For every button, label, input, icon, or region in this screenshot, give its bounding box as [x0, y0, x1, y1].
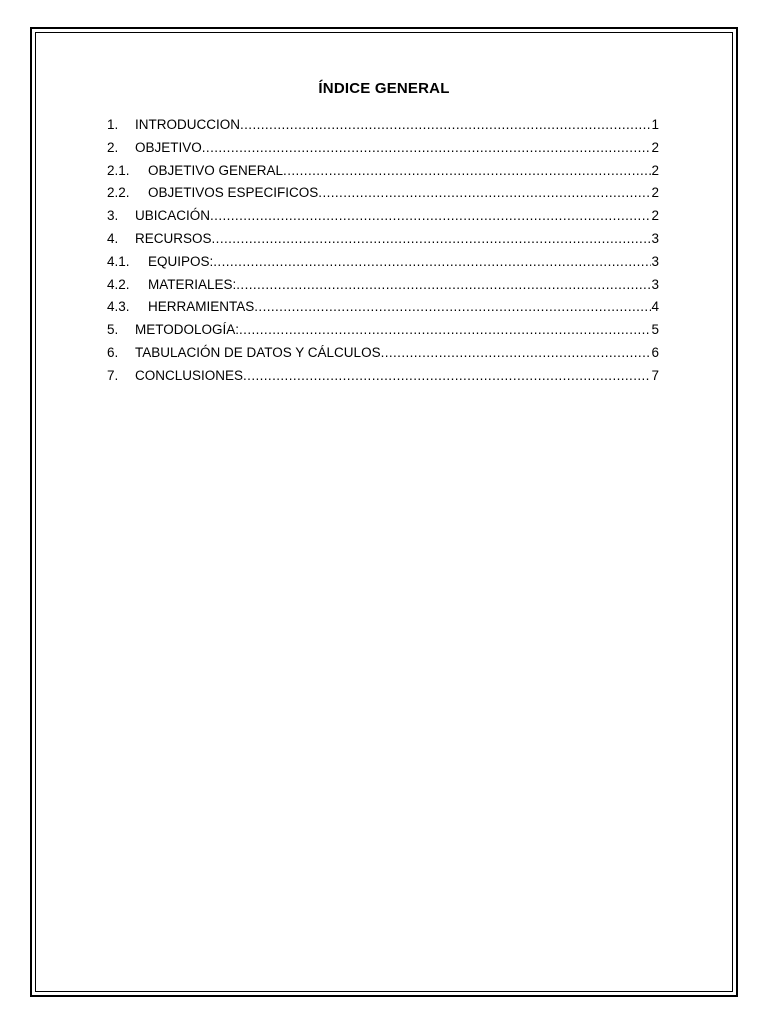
toc-entry-page: 6: [651, 344, 659, 360]
toc-entry-objetivo[interactable]: [107, 137, 659, 160]
toc-entry-herramientas[interactable]: [107, 296, 659, 319]
toc-entry-objetivo-general[interactable]: [107, 160, 659, 183]
toc-dot-leader: [210, 205, 651, 228]
toc-entry-number: 4.3.: [107, 299, 130, 315]
toc-entry-ubicacion[interactable]: [107, 205, 659, 228]
toc-entry-number: 6.: [107, 344, 119, 360]
toc-entry-objetivos-especificos[interactable]: [107, 182, 659, 205]
toc-entry-label: CONCLUSIONES: [135, 367, 244, 383]
toc-entry-number: 4.1.: [107, 253, 130, 269]
toc-entry-number: 2.2.: [107, 185, 130, 201]
toc-dot-leader: [283, 160, 651, 183]
toc-entry-number: 5.: [107, 322, 119, 338]
toc-entry-label: METODOLOGÍA:: [135, 322, 240, 338]
toc-entry-number: 3.: [107, 208, 119, 224]
toc-entry-label: OBJETIVO GENERAL: [148, 162, 284, 178]
toc-entry-number: 4.: [107, 230, 119, 246]
toc-dot-leader: [254, 296, 651, 319]
toc-entry-page: 2: [651, 162, 659, 178]
toc-entry-page: 3: [651, 230, 659, 246]
toc-entry-conclusiones[interactable]: [107, 365, 659, 388]
toc-entry-page: 5: [651, 322, 659, 338]
toc-entry-label: EQUIPOS:: [148, 253, 214, 269]
toc-entry-label: MATERIALES:: [148, 276, 237, 292]
toc-entry-introduccion[interactable]: [107, 114, 659, 137]
toc-entry-label: INTRODUCCION: [135, 117, 240, 132]
toc-entry-label: OBJETIVO: [135, 139, 202, 155]
toc-dot-leader: [236, 274, 651, 297]
toc-entry-page: 2: [651, 208, 659, 224]
toc-entry-page: 3: [651, 276, 659, 292]
toc-entry-label: RECURSOS: [135, 230, 212, 246]
toc-dot-leader: [212, 228, 652, 251]
toc-entry-page: 1: [651, 117, 659, 132]
toc-entry-tabulacion[interactable]: [107, 342, 659, 365]
toc-dot-leader: [240, 114, 651, 137]
toc-entry-page: 2: [651, 185, 659, 201]
toc-entry-number: 7.: [107, 367, 119, 383]
toc-entry-page: 2: [651, 139, 659, 155]
toc-dot-leader: [239, 319, 651, 342]
toc-entry-page: 7: [651, 367, 659, 383]
toc-entry-page: 4: [651, 299, 659, 315]
toc-entry-label: UBICACIÓN: [135, 208, 211, 224]
toc-entry-recursos[interactable]: [107, 228, 659, 251]
toc-entry-equipos[interactable]: [107, 251, 659, 274]
toc-entry-page: 3: [651, 253, 659, 269]
toc-entry-metodologia[interactable]: [107, 319, 659, 342]
toc-dot-leader: [318, 182, 651, 205]
toc-entry-label: HERRAMIENTAS: [148, 299, 255, 315]
toc-entry-number: 2.1.: [107, 162, 130, 178]
toc-title: ÍNDICE GENERAL: [318, 80, 450, 97]
toc-dot-leader: [213, 251, 651, 274]
toc-dot-leader: [243, 365, 651, 388]
toc-entry-number: 1.: [107, 117, 119, 132]
toc-entry-number: 2.: [107, 139, 119, 155]
toc-entry-label: TABULACIÓN DE DATOS Y CÁLCULOS: [135, 344, 381, 360]
toc-dot-leader: [202, 137, 652, 160]
table-of-contents: [107, 114, 659, 388]
toc-entry-label: OBJETIVOS ESPECIFICOS: [148, 185, 319, 201]
toc-dot-leader: [381, 342, 652, 365]
toc-entry-materiales[interactable]: [107, 274, 659, 297]
toc-entry-number: 4.2.: [107, 276, 130, 292]
